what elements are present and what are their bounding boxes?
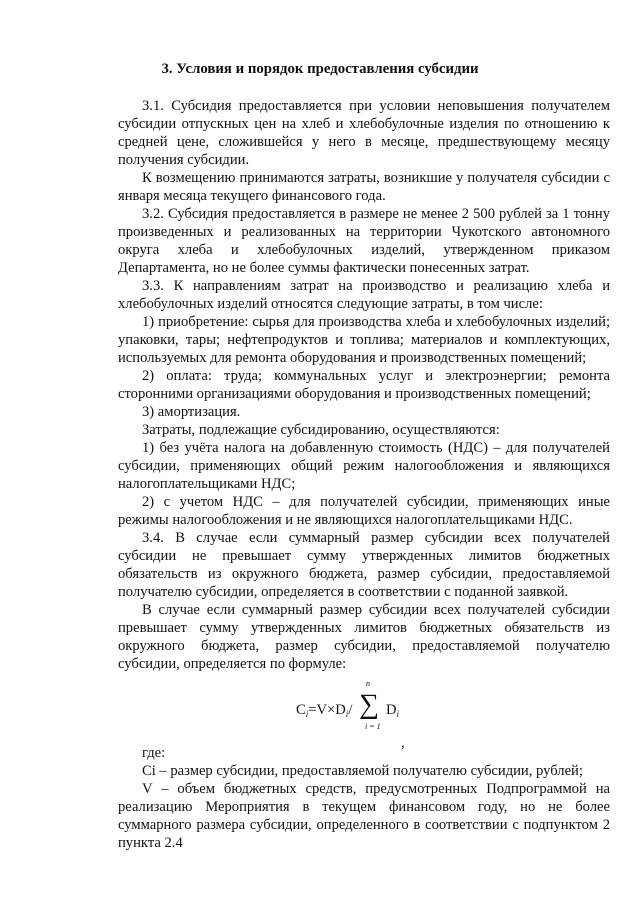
legend-ci: Ci – размер субсидии, предоставляемой получателю субсидии, рублей;: [142, 763, 583, 779]
list-item-payment: 2) оплата: труда; коммунальных услуг и электроэнергии; ремонта сторонними организациями оборудования и производственных помещений;: [118, 368, 610, 402]
sum-upper-limit: n: [366, 679, 370, 688]
paragraph-subsidized-costs: Затраты, подлежащие субсидированию, осуществляются:: [142, 422, 500, 438]
subsidy-formula: [296, 680, 416, 736]
section-body: [118, 97, 610, 673]
paragraph-formula-intro: В случае если суммарный размер субсидии всех получателей субсидии превышает сумму утвержденных лимитов бюджетных обязательств из окружного бюджета, размер субсидии, предоставляемой получателю субсидии, определяется по формуле:: [118, 602, 610, 672]
formula-right: $D_i$: [386, 702, 400, 719]
paragraph-3-3: 3.3. К направлениям затрат на производство и реализацию хлеба и хлебобулочных изделий относятся следующие затраты, в том числе:: [118, 278, 610, 312]
list-item-without-vat: 1) без учёта налога на добавленную стоимость (НДС) – для получателей субсидии, применяющих общий режим налогообложения и являющихся налогоплательщиками НДС;: [118, 440, 610, 492]
paragraph-3-4: 3.4. В случае если суммарный размер субсидии всех получателей субсидии не превышает сумму утвержденных лимитов бюджетных обязательств из окружного бюджета, размер субсидии, предоставляемой получателю субсидии, определяется в соответствии с поданной заявкой.: [118, 530, 610, 600]
formula-comma: ,: [401, 735, 405, 751]
list-item-purchase: 1) приобретение: сырья для производства хлеба и хлебобулочных изделий; упаковки, тары; нефтепродуктов и топлива; материалов и комплектующих, используемых для ремонта оборудования и производственных помещений;: [118, 314, 610, 366]
paragraph-3-2: 3.2. Субсидия предоставляется в размере не менее 2 500 рублей за 1 тонну произведенных и реализованных на территории Чукотского автономного округа хлеба и хлебобулочных изделий, утвержденном приказом Департамента, но не более суммы фактически понесенных затрат.: [118, 206, 610, 276]
list-item-with-vat: 2) с учетом НДС – для получателей субсидии, применяющих иные режимы налогообложения и не являющихся налогоплательщиками НДС.: [118, 494, 610, 528]
legend-v: V – объем бюджетных средств, предусмотренных Подпрограммой на реализацию Мероприятия в текущем финансовом году, но не более суммарного размера субсидии, определенного в соответствии с подпунктом 2 пункта 2.4: [118, 781, 610, 851]
formula-left: $C_i=V\times D_i/$: [296, 702, 353, 719]
sum-lower-limit: i = 1: [365, 722, 381, 731]
legend-where: где:: [142, 745, 166, 761]
formula-legend: [118, 744, 610, 852]
sigma-icon: ∑: [359, 689, 379, 720]
list-item-amortization: 3) амортизация.: [142, 404, 241, 420]
paragraph-compensation: К возмещению принимаются затраты, возникшие у получателя субсидии с января месяца текущего финансового года.: [118, 170, 610, 204]
section-heading: 3. Условия и порядок предоставления субсидии: [161, 61, 479, 77]
paragraph-3-1: 3.1. Субсидия предоставляется при условии неповышения получателем субсидии отпускных цен на хлеб и хлебобулочные изделия по отношению к средней цене, сложившейся у него в месяце, предшествующему месяцу получения субсидии.: [118, 98, 610, 168]
